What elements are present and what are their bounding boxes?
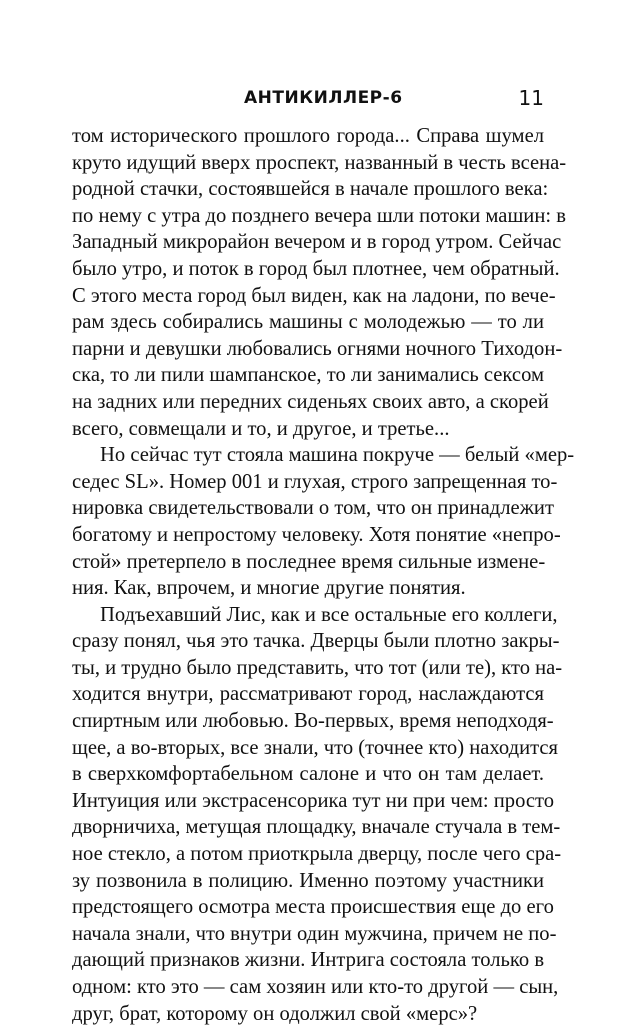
text-line: седес SL». Номер 001 и глухая, строго запрещенная то- <box>72 470 558 493</box>
text-line: ты, и трудно было представить, что тот (или те), кто на- <box>72 656 563 679</box>
text-line: на задних или передних сиденьях своих авто, а скорей <box>72 390 549 413</box>
text-line: родной стачки, состоявшейся в начале прошлого века: <box>72 178 549 201</box>
running-title: АНТИКИЛЛЕР-6 <box>244 88 403 108</box>
text-line: ное стекло, а потом приоткрыла дверцу, после чего сра- <box>72 843 562 866</box>
text-line: дающий признаков жизни. Интрига состояла только в <box>72 949 545 972</box>
text-line: спиртным или любовью. Во-первых, время неподходя- <box>72 710 554 733</box>
text-line: том исторического прошлого города... Справа шумел <box>72 125 544 147</box>
text-line: нировка свидетельствовали о том, что он принадлежит <box>72 497 554 520</box>
text-line: было утро, и поток в город был плотнее, чем обратный. <box>72 257 560 280</box>
text-line: богатому и непростому человеку. Хотя понятие «непро- <box>72 523 561 546</box>
text-line: ния. Как, впрочем, и многие другие понятия. <box>72 577 466 600</box>
text-line: круто идущий вверх проспект, названный в честь всена- <box>72 151 567 174</box>
text-line: Западный микрорайон вечером и в город утром. Сейчас <box>72 231 562 254</box>
page-header <box>72 88 544 114</box>
text-line: начала знали, что внутри один мужчина, причем не по- <box>72 922 557 945</box>
paragraph <box>72 602 563 1027</box>
text-line: рам здесь собирались машины с молодежью — то ли <box>72 311 544 334</box>
text-line: парни и девушки любовались огнями ночного Тиходон- <box>72 337 563 360</box>
body-text <box>72 123 575 1027</box>
text-line: Интуиция или экстрасенсорика тут ни при чем: просто <box>72 789 555 812</box>
text-line: щее, а во-вторых, все знали, что (точнее кто) находится <box>72 736 558 759</box>
text-line: друг, брат, которому он одолжил свой «мерс»? <box>72 1002 478 1025</box>
text-line: сразу понял, чья это тачка. Дверцы были плотно закры- <box>72 630 560 653</box>
text-line: одном: кто это — сам хозяин или кто-то другой — сын, <box>72 976 559 998</box>
text-line: Но сейчас тут стояла машина покруче — белый «мер- <box>100 444 575 467</box>
text-line: предстоящего осмотра места происшествия еще до его <box>72 896 554 919</box>
paragraph <box>72 442 575 602</box>
text-line: дворничиха, метущая площадку, вначале стучала в тем- <box>72 816 561 839</box>
text-line: зу позвонила в полицию. Именно поэтому участники <box>72 869 544 892</box>
text-line: по нему с утра до позднего вечера шли потоки машин: в <box>72 204 566 227</box>
text-line: Подъехавший Лис, как и все остальные его коллеги, <box>100 603 558 626</box>
text-line: ходится внутри, рассматривают город, наслаждаются <box>72 683 544 706</box>
text-line: всего, совмещали и то, и другое, и третье... <box>72 417 450 440</box>
text-line: стой» претерпело в последнее время сильные измене- <box>72 550 546 573</box>
paragraph <box>72 123 567 442</box>
text-line: в сверхкомфортабельном салоне и что он там делает. <box>72 763 544 786</box>
text-line: ска, то ли пили шампанское, то ли занимались сексом <box>72 364 544 387</box>
page-number: 11 <box>518 86 544 110</box>
text-line: С этого места город был виден, как на ладони, по вече- <box>72 284 556 307</box>
